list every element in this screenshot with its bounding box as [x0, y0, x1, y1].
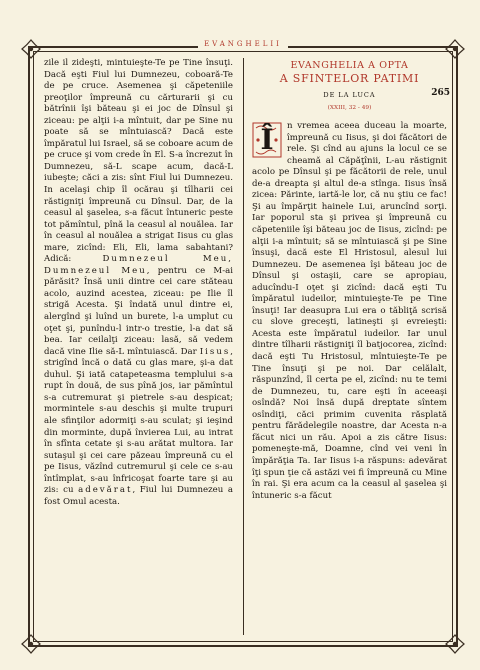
running-head [30, 40, 456, 48]
left-text-part-4: , Fiul lui Dumnezeu a fost Omul acesta. [44, 485, 233, 507]
spaced-name: Iisus [199, 346, 231, 357]
page-number: 265 [431, 88, 450, 98]
chapter-title-line-1: EVANGHELIA A OPTA [290, 60, 409, 71]
left-column-text [44, 58, 233, 508]
drop-cap-letter: Î [260, 123, 274, 157]
running-title: EVANGHELII [198, 40, 288, 48]
corner-ornament-icon [20, 633, 42, 655]
drop-cap [252, 122, 282, 158]
right-column-text [252, 121, 447, 502]
page-frame [28, 40, 458, 647]
column-divider [243, 58, 244, 635]
left-text-part-2: , pentru ce M-ai părăsit? Însă unii dintre cei care stăteau acolo, auzind acestea, ziceau: pe Ilie îl strigă Acesta. Şi îndată unul dintre ei, alergînd şi luînd un burete, l-a umplut cu oţet şi, punîndu-l intr-o trestie, l-a dat să bea. Iar ceilalţi ziceau: lasă, să vedem dacă vine Ilie să-L mîntuiască. Dar [44, 265, 233, 357]
left-column [44, 58, 233, 508]
chapter-reference: (XXIII, 32 - 49) [327, 104, 372, 111]
corner-ornament-icon [444, 633, 466, 655]
chapter-title-line-2: A SFINTELOR PATIMI [279, 72, 420, 85]
left-text-part-3: , strigînd încă o dată cu glas mare, şi-a dat duhul. Şi iată catapeteasma templului s-a rupt în două, de sus pînă jos, iar pămîntul s-a cutremurat şi pietrele s-au despicat; mormintele s-au deschis şi multe trupuri ale sfinţilor adormiţi s-au sculat; şi ieşind din morminte, după învierea Lui, au intrat în sfînta cetate şi s-au arătat multora. Iar sutaşul şi cei care păzeau împreună cu el pe Iisus, văzînd cutremurul şi cele ce s-au întîmplat, s-au înfricoşat foarte tare şi au zis: cu [44, 346, 233, 496]
right-text: n vremea aceea duceau la moarte, împreună cu Iisus, şi doi făcători de rele. Şi cînd au ajuns la locul ce se cheamă al Căpăţînii, L-au răstignit acolo pe Dînsul şi pe făcătorii de rele, unul de-a dreapta şi altul de-a stînga. Iisus însă zicea: Părinte, iartă-le lor, că nu ştiu ce fac! Şi au împărţit hainele Lui, aruncînd sorţi. Iar poporul sta şi privea şi împreună cu căpeteniile îşi băteau joc de Iisus, zicînd: pe alţii i-a mîntuit; să se mîntuiască şi pe Sine însuşi, dacă este El Hristosul, alesul lui Dumnezeu. De asemenea îşi băteau joc de Dînsul şi ostaşii, care se apropiau, aducîndu-I oţet şi zicînd: dacă eşti Tu împăratul iudeilor, mintuieşte-Te pe Tine însuţi! Iar deasupra Lui era o tăbliţă scrisă cu slove greceşti, latineşti şi evreieşti: Acesta este împăratul iudeilor. Iar unul dintre tîlharii răstigniţi îl batjocorea, zicînd: dacă eşti Tu Hristosul, mîntuieşte-Te pe Tine însuţi şi pe noi. Dar celălalt, răspunzînd, îl certa pe el, zicînd: nu te temi de Dumnezeu, tu, care eşti în aceeaşi osîndă? Noi însă după dreptate sîntem osîndiţi, căci primim cuvenita răsplată pentru fărădelegile noastre, dar Acesta n-a făcut nici un rău. Apoi a zis către Iisus: pomeneşte-mă, Doamne, cînd vei veni în împărăţia Ta. Iar Iisus i-a răspuns: adevărat îţi spun ţie că astăzi vei fi împreună cu Mine în rai. Şi era acum ca la ceasul al şaselea şi întuneric s-a făcut [252, 121, 447, 501]
right-column [252, 58, 447, 502]
chapter-subtitle: DE LA LUCA [323, 91, 376, 99]
spaced-phrase: Dumnezeul Meu, Dumnezeul Meu [44, 254, 233, 276]
spaced-word: adevărat [78, 485, 133, 496]
left-text-part-1: zile il zideşti, mintuieşte-Te pe Tine însuţi. Dacă eşti Fiul lui Dumnezeu, coboară-Te de pe cruce. Asemenea şi căpeteniile preoţilor împreună cu cărturarii şi cu bătrînii îşi băteau şi ei joc de Dînsul şi ziceau: pe alţii i-a mîntuit, dar pe Sine nu poate să se mîntuiască? Dacă este împăratul lui Israel, să se coboare acum de pe cruce şi vom crede în El. S-a încrezut în Dumnezeu, să-L scape acum, dacă-L iubeşte; căci a zis: sînt Fiul lui Dumnezeu. In acelaşi chip îl ocărau şi tîlharii cei răstigniţi împreună cu Dînsul. Dar, de la ceasul al şaselea, s-a făcut întuneric peste tot pămîntul, pînă la ceasul al nouălea. Iar în ceasul al nouălea a strigat Iisus cu glas mare, zicînd: Eli, Eli, lama sabahtani? Adică: [44, 58, 233, 265]
